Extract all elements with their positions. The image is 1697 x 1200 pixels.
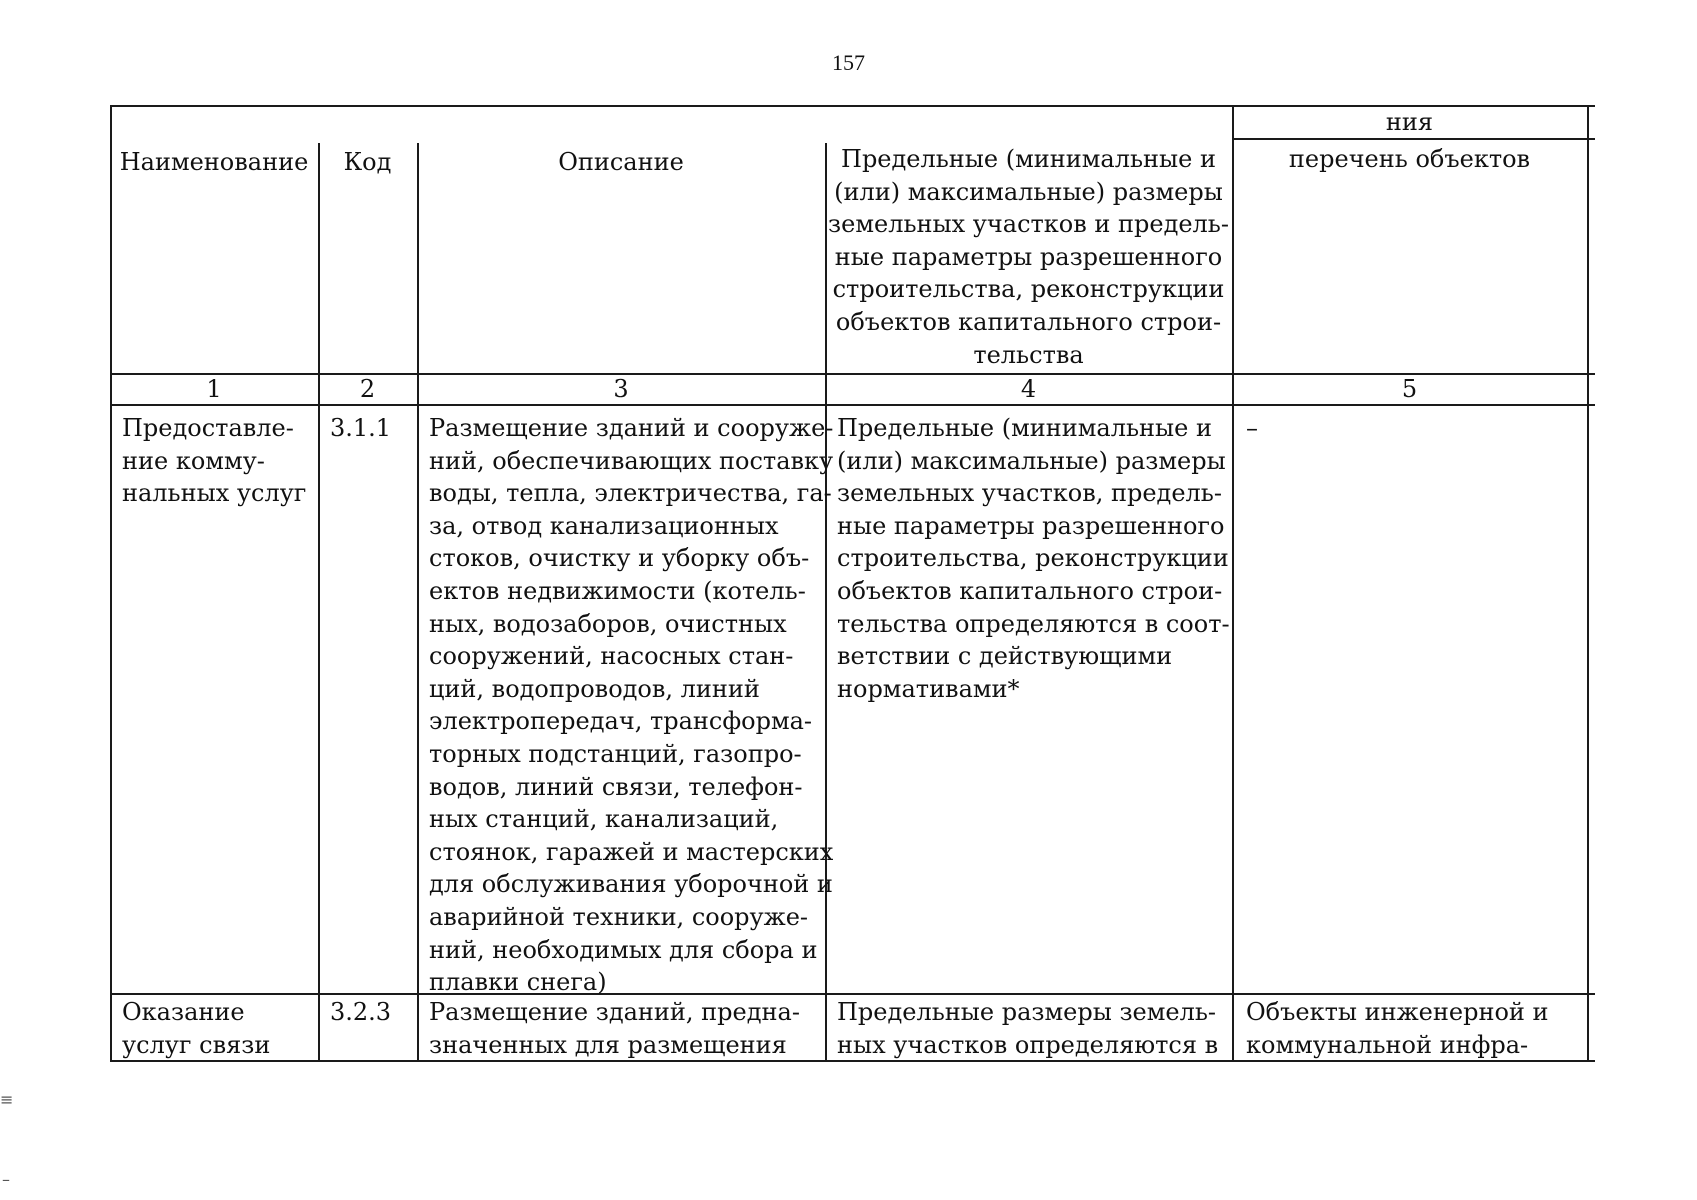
row1-name-line: нальных услуг bbox=[122, 479, 307, 508]
header-name: Наименование bbox=[119, 148, 309, 176]
header-limits bbox=[825, 143, 1232, 371]
row1-limits-line: объектов капитального строи- bbox=[837, 576, 1223, 605]
header-limits-line: земельных участков и предель- bbox=[828, 210, 1229, 239]
row1-limits-line: ветствии с действующими bbox=[837, 642, 1173, 671]
row1-limits-line: (или) максимальные) размеры bbox=[837, 446, 1226, 475]
colnum-bottom-border bbox=[110, 404, 1595, 406]
header-limits-line: (или) максимальные) размеры bbox=[834, 177, 1223, 206]
col2-divider-top bbox=[417, 143, 419, 1061]
row2-objects-line: коммунальной инфра- bbox=[1246, 1030, 1529, 1059]
row1-description-line: водов, линий связи, телефон- bbox=[429, 772, 803, 801]
row1-description-line: стоков, очистку и уборку объ- bbox=[429, 544, 810, 573]
row1-description-line: ций, водопроводов, линий bbox=[429, 674, 760, 703]
row1-limits bbox=[837, 412, 1230, 705]
header-limits-line: тельства bbox=[973, 340, 1084, 369]
row2-name-line: Оказание bbox=[122, 998, 245, 1026]
row2-limits-line: Предельные размеры земель- bbox=[837, 998, 1217, 1026]
row2-limits bbox=[837, 996, 1218, 1061]
row1-description-line: воды, тепла, электричества, га- bbox=[429, 479, 832, 508]
row1-objects: – bbox=[1246, 414, 1258, 442]
row2-description-line: значенных для размещения bbox=[429, 1030, 787, 1059]
page-number: 157 bbox=[832, 50, 865, 75]
header-objects: перечень объектов bbox=[1288, 145, 1531, 173]
row1-description-line: торных подстанций, газопро- bbox=[429, 739, 802, 768]
row1-description-line: для обслуживания уборочной и bbox=[429, 870, 833, 899]
row1-description-line: плавки снега) bbox=[429, 968, 607, 997]
row2-objects bbox=[1246, 996, 1549, 1061]
header-description: Описание bbox=[558, 148, 684, 176]
col1-divider-top bbox=[318, 143, 320, 1061]
col4-divider bbox=[1232, 105, 1234, 1061]
header-limits-line: строительства, реконструкции bbox=[832, 275, 1225, 304]
row1-description-line: ных, водозаборов, очистных bbox=[429, 609, 787, 638]
row1-description-line: аварийной техники, сооруже- bbox=[429, 902, 809, 931]
row1-limits-line: тельства определяются в соот- bbox=[837, 609, 1230, 638]
row1-limits-line: нормативами* bbox=[837, 674, 1020, 703]
header-subdivider bbox=[1232, 138, 1595, 140]
column-number-4: 4 bbox=[1020, 375, 1037, 403]
row1-code: 3.1.1 bbox=[330, 414, 392, 442]
row2-code: 3.2.3 bbox=[330, 998, 392, 1026]
row2-limits-line: ных участков определяются в bbox=[837, 1030, 1219, 1059]
row1-description-line: сооружений, насосных стан- bbox=[429, 642, 794, 671]
header-limits-line: объектов капитального строи- bbox=[835, 307, 1222, 336]
column-number-5: 5 bbox=[1401, 375, 1418, 403]
row1-description-line: электропередач, трансформа- bbox=[429, 707, 813, 736]
header-code: Код bbox=[343, 148, 392, 176]
header-limits-line: Предельные (минимальные и bbox=[841, 145, 1216, 173]
row1-limits-line: строительства, реконструкции bbox=[837, 544, 1229, 573]
column-number-3: 3 bbox=[613, 375, 629, 403]
row1-description-line: ний, необходимых для сбора и bbox=[429, 935, 818, 964]
row2-name bbox=[122, 996, 270, 1061]
row1-name-line: Предоставле- bbox=[122, 414, 294, 442]
row1-description-line: ний, обеспечивающих поставку bbox=[429, 446, 834, 475]
row1-description-line: стоянок, гаражей и мастерских bbox=[429, 837, 834, 866]
row1-limits-line: ные параметры разрешенного bbox=[837, 511, 1225, 540]
row1-description-line: Размещение зданий и сооруже- bbox=[429, 414, 834, 442]
scan-mark-icon: ≡ bbox=[0, 1090, 14, 1109]
table-right-border bbox=[1587, 105, 1589, 1061]
column-number-2: 2 bbox=[359, 375, 376, 403]
row1-name-line: ние комму- bbox=[122, 446, 265, 475]
table-left-border bbox=[110, 105, 112, 1061]
row1-description bbox=[429, 412, 833, 999]
row1-limits-line: земельных участков, предель- bbox=[837, 479, 1222, 508]
row2-description bbox=[429, 996, 800, 1061]
row1-description-line: ных станций, канализаций, bbox=[429, 805, 779, 834]
row1-description-line: за, отвод канализационных bbox=[429, 511, 779, 540]
row2-objects-line: Объекты инженерной и bbox=[1246, 998, 1549, 1026]
row1-limits-line: Предельные (минимальные и bbox=[837, 414, 1212, 442]
row2-description-line: Размещение зданий, предна- bbox=[429, 998, 800, 1026]
row2-name-line: услуг связи bbox=[122, 1030, 271, 1059]
row1-description-line: ектов недвижимости (котель- bbox=[429, 576, 806, 605]
header-limits-line: ные параметры разрешенного bbox=[834, 242, 1223, 271]
scan-dash-icon: – bbox=[2, 1170, 10, 1189]
row1-name bbox=[122, 412, 306, 510]
header-fragment-col5: ния bbox=[1385, 108, 1434, 136]
column-number-1: 1 bbox=[206, 375, 222, 403]
row-divider bbox=[110, 993, 1595, 995]
